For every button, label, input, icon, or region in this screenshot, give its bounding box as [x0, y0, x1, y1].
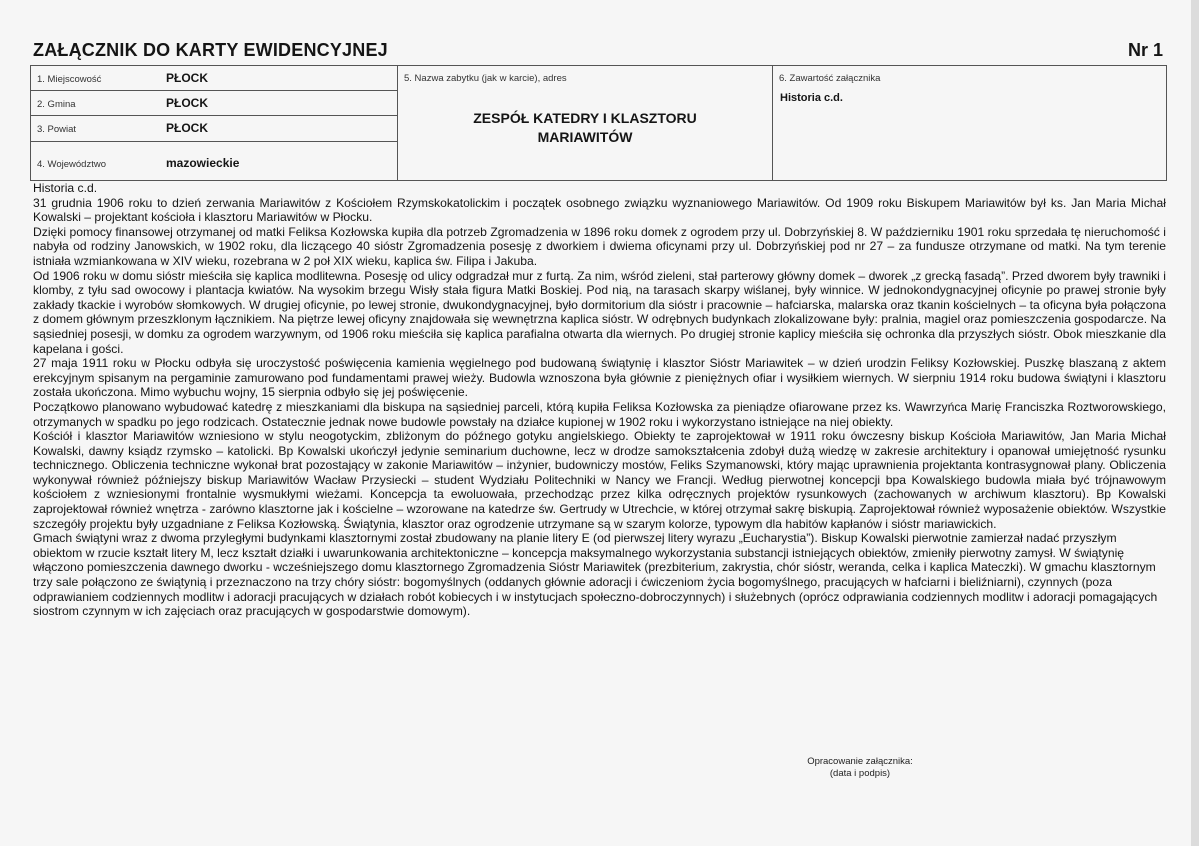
history-paragraph: Od 1906 roku w domu sióstr mieściła się kaplica modlitewna. Posesję od ulicy odgradzał mur z furtą. Za nim, wśród zieleni, stał parterowy główny domek – dworek „z grecką fasadą”. Przed dworem były trawniki i klomby, z tyłu sad owocowy i plantacja kwiatów. Na wysokim brzegu Wisły stała figura Matki Boskiej. Pod nią, na tarasach skarpy wiślanej, były winnice. W jednokondygnacyjnej oficynie po prawej stronie były zakłady tkackie i wyrobów słomkowych. W drugiej oficynie, po lewej stronie, dwukondygnacyjnej, było dormitorium dla sióstr i pracownie – hafciarska, malarska oraz tkanin kościelnych – ta oficyna była połączona z domem głównym przeszklonym łącznikiem. Na piętrze lewej oficyny znajdowała się wewnętrzna kaplica sióstr. W odrębnych budynkach zlokalizowane były: pralnia, magiel oraz pomieszczenia gospodarcze. Na sąsiedniej posesji, w domku za ogrodem warzywnym, od 1906 roku mieściła się kaplica parafialna otwarta dla wiernych. Po drugiej stronie kaplicy mieściła się ochronka dla przyszłych sióstr. Obok mieszkanie dla kapelana i gości.: [33, 268, 1166, 356]
field-gmina: [31, 91, 397, 116]
field-value: PŁOCK: [166, 121, 208, 135]
signature-block: [710, 756, 1010, 780]
attachment-content-column: [773, 66, 1166, 180]
signature-hint: (data i podpis): [829, 768, 891, 779]
field-label: 5. Nazwa zabytku (jak w karcie), adres: [404, 73, 567, 84]
field-value: PŁOCK: [166, 96, 208, 110]
document-title: ZAŁĄCZNIK DO KARTY EWIDENCYJNEJ: [33, 40, 388, 60]
history-paragraph: Dzięki pomocy finansowej otrzymanej od matki Feliksa Kozłowska kupiła dla potrzeb Zgromadzenia w 1896 roku domek z ogrodem przy ul. Dobrzyńskiej 8. W październiku 1901 roku sprzedała tę nieruchomość i nabyła od rodziny Janowskich, w 1902 roku, dla liczącego 40 sióstr Zgromadzenia posesję z dworkiem i dwiema oficynami przy ul. Dobrzyńskiej pod nr 27 – za fundusze otrzymane od matki. Na tym terenie istniała wzmiankowana w XIV wieku, rozebrana w 2 poł XIX wieku, kaplica św. Filipa i Jakuba.: [33, 224, 1166, 268]
field-wojewodztwo: [31, 142, 397, 180]
history-heading: Historia c.d.: [33, 181, 98, 195]
history-paragraph: Kościół i klasztor Mariawitów wzniesiono w stylu neogotyckim, zbliżonym do późnego gotyku angielskiego. Obiekty te zaprojektował w 1911 roku ówczesny biskup Kościoła Mariawitów, Jan Maria Michał Kowalski, dawny ksiądz rzymsko – katolicki. Bp Kowalski ukończył jedynie seminarium duchowne, lecz w drodze samokształcenia zdobył dużą wiedzę w zakresie architektury i opanował umiejętność rysunku technicznego. Obliczenia techniczne wykonał brat pozostający w zakonie Mariawitów – inżynier, budowniczy mostów, Feliks Szymanowski, który mając uprawnienia projektanta kontrasygnował plany. Obliczenia wykonywał również późniejszy biskup Mariawitów Wacław Przysiecki – student Wydziału Politechniki w Nancy we Francji. Według pierwotnej koncepcji bpa Kowalskiego budowla miała być trójnawowym kościołem z wzniesionymi frontalnie wysmukłymi wieżami. Koncepcja ta ewoluowała, przechodząc przez kilka odręcznych projektów rysunkowych (zachowanych w archiwum klasztoru). Bp Kowalski zaprojektował również wnętrza - zarówno klasztorne jak i kościelne – wzorowane na katedrze św. Gertrudy w Utrechcie, w której otrzymał sakrę biskupią. Zaprojektował również wyposażenie obiektów. Wszystkie szczegóły projektu były uzgadniane z Feliksa Kozłowską. Świątynia, klasztor oraz ogrodzenie utrzymane są w szarym kolorze, typowym dla habitów kapłanów i sióstr mariawickich.: [33, 429, 1166, 531]
history-text: [33, 181, 1166, 751]
history-paragraph: 31 grudnia 1906 roku to dzień zerwania Mariawitów z Kościołem Rzymskokatolickim i początek osobnego związku wyznaniowego Mariawitów. Od 1909 roku Biskupem Mariawitów był ks. Jan Maria Michał Kowalski – projektant kościoła i klasztoru Mariawitów w Płocku.: [33, 195, 1166, 225]
form-table: [30, 65, 1167, 181]
location-column: [31, 66, 398, 180]
field-value: mazowieckie: [166, 156, 240, 170]
history-paragraph: Gmach świątyni wraz z dwoma przyległymi budynkami klasztornymi został zbudowany na planie litery E (od pierwszej litery wyrazu „Eucharystia”). Biskup Kowalski pierwotnie zamierzał nadać przyszłym obiektom w rzucie kształt litery M, lecz kształt działki i uwarunkowania architektoniczne – koncepcja maksymalnego wykorzystania substancji istniejących obiektów, zmieniły pierwotny zamysł. W świątynię włączono pomieszczenia dawnego dworku - wcześniejszego domu klasztornego Zgromadzenia Sióstr Mariawitek (prezbiterium, zakrystia, chór sióstr, weranda, celka i kaplica Mateczki). W gmachu klasztornym trzy sale połączono ze świątynią i przeznaczono na trzy chóry sióstr: bogomyślnych (oddanych głównie adoracji i ćwiczeniom życia bogomyślnego, pracujących w hafciarni i bieliźniarni), czynnych (poza odprawianiem codziennych modlitw i adoracji pracujących w działach robót kobiecych i w instytucjach społeczno-dobroczynnych) i służebnych (oprócz odprawiania codziennych modlitw i adoracji pomagających siostrom czynnym w ich zajęciach oraz pracujących w gospodarstwie domowym).: [33, 531, 1158, 619]
monument-name-line: ZESPÓŁ KATEDRY I KLASZTORU: [473, 110, 697, 126]
field-label: 6. Zawartość załącznika: [779, 73, 881, 84]
field-label: 4. Województwo: [37, 159, 106, 170]
history-paragraph: 27 maja 1911 roku w Płocku odbyła się uroczystość poświęcenia kamienia węgielnego pod budowaną świątynię i klasztor Sióstr Mariawitek – w dzień urodzin Feliksy Kozłowskiej. Puszkę blaszaną z aktem erekcyjnym spisanym na pergaminie zamurowano pod fundamentami prawej wieży. Budowla wznoszona była głównie z pieniężnych ofiar i wysiłkiem wiernych. W sierpniu 1914 roku budowa świątyni i klasztoru została ukończona. Mimo wybuchu wojny, 15 sierpnia odbyło się jej poświęcenie.: [33, 356, 1166, 400]
field-label: 3. Powiat: [37, 124, 77, 135]
signature-label: Opracowanie załącznika:: [807, 756, 913, 767]
scan-edge: [1191, 0, 1199, 846]
field-label: 1. Miejscowość: [37, 74, 102, 85]
attachment-number: Nr 1: [1127, 40, 1163, 60]
field-powiat: [31, 116, 397, 142]
field-value: PŁOCK: [166, 71, 208, 85]
monument-name-column: [398, 66, 773, 180]
field-label: 2. Gmina: [37, 99, 76, 110]
attachment-content: Historia c.d.: [780, 92, 843, 104]
history-paragraph: Początkowo planowano wybudować katedrę z mieszkaniami dla biskupa na sąsiedniej parceli, którą kupiła Feliksa Kozłowska za pieniądze ofiarowane przez ks. Wawrzyńca Marię Franciszka Roztworowskiego, otrzymanych w spadku po jego rodzicach. Ostatecznie jednak nowe budowle powstały na działce kupionej w 1902 roku i wykorzystano istniejące na niej obiekty.: [33, 399, 1166, 429]
monument-name-line: MARIAWITÓW: [537, 129, 633, 145]
document-header: [33, 40, 1163, 64]
field-miejscowosc: [31, 66, 397, 91]
monument-name: [398, 109, 772, 147]
